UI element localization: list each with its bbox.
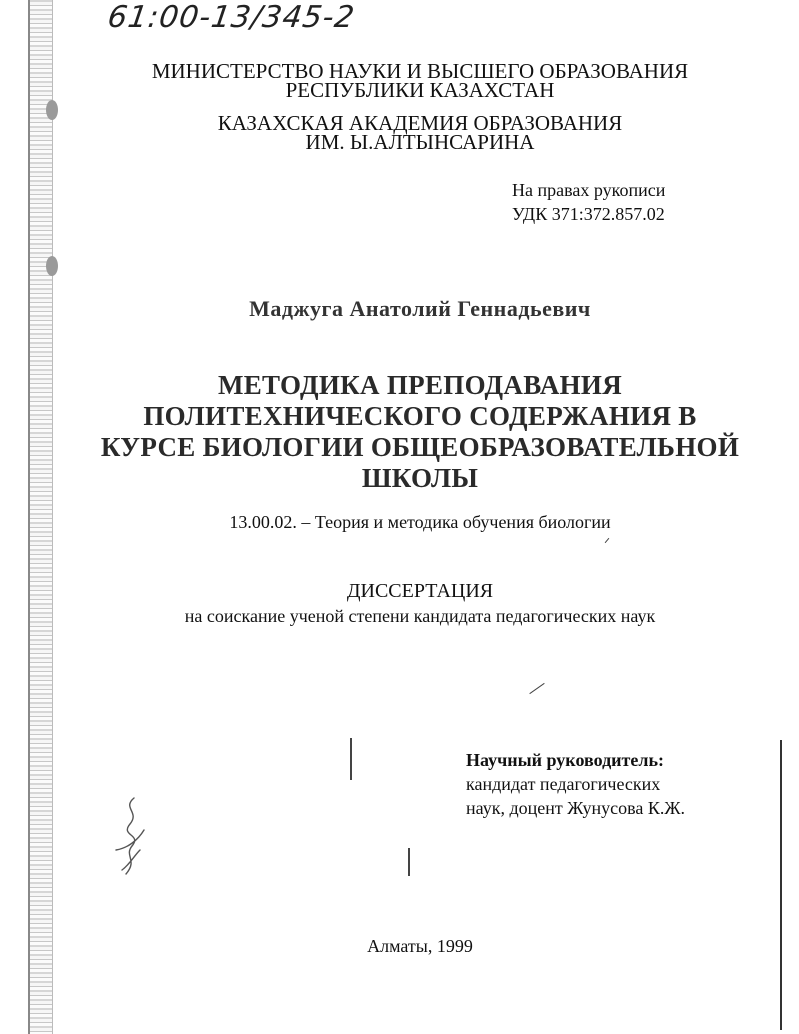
academy-header bbox=[100, 111, 740, 154]
academy-line-1: КАЗАХСКАЯ АКАДЕМИЯ ОБРАЗОВАНИЯ bbox=[217, 111, 623, 135]
specialty-code: 13.00.02. – Теория и методика обучения биологии bbox=[229, 512, 611, 532]
punch-hole bbox=[46, 256, 58, 276]
supervisor-block bbox=[466, 748, 685, 820]
author-name: Маджуга Анатолий Геннадьевич bbox=[249, 296, 591, 321]
supervisor-name: наук, доцент Жунусова К.Ж. bbox=[466, 798, 685, 818]
supervisor-title: кандидат педагогических bbox=[466, 774, 661, 794]
pen-mark bbox=[350, 738, 352, 780]
degree-statement: на соискание ученой степени кандидата педагогических наук bbox=[184, 606, 656, 626]
pen-mark bbox=[408, 848, 410, 876]
binding-strip bbox=[30, 0, 52, 1034]
archive-number: 61:00-13/345-2 bbox=[105, 0, 358, 35]
rights-note: На правах рукописи bbox=[512, 180, 666, 200]
title-line-1: МЕТОДИКА ПРЕПОДАВАНИЯ bbox=[217, 370, 623, 400]
ministry-line-2: РЕСПУБЛИКИ КАЗАХСТАН bbox=[285, 78, 555, 102]
ministry-header bbox=[100, 59, 740, 102]
pen-mark bbox=[529, 683, 544, 694]
manuscript-rights bbox=[512, 178, 665, 226]
document-type: ДИССЕРТАЦИЯ bbox=[346, 580, 494, 602]
title-line-2: ПОЛИТЕХНИЧЕСКОГО СОДЕРЖАНИЯ В bbox=[143, 401, 697, 431]
pen-mark bbox=[605, 538, 610, 543]
handwritten-signature bbox=[104, 790, 154, 890]
city-year: Алматы, 1999 bbox=[367, 936, 473, 956]
signature-stroke bbox=[116, 798, 144, 874]
supervisor-label: Научный руководитель: bbox=[466, 750, 664, 770]
dissertation-title bbox=[90, 370, 750, 494]
punch-hole bbox=[46, 100, 58, 120]
scan-edge-right bbox=[780, 740, 782, 1030]
academy-line-2: ИМ. Ы.АЛТЫНСАРИНА bbox=[305, 130, 535, 154]
title-line-3: КУРСЕ БИОЛОГИИ ОБЩЕОБРАЗОВАТЕЛЬНОЙ bbox=[100, 432, 740, 462]
scan-edge-inner bbox=[52, 0, 53, 1034]
title-line-4: ШКОЛЫ bbox=[361, 463, 479, 493]
ministry-line-1: МИНИСТЕРСТВО НАУКИ И ВЫСШЕГО ОБРАЗОВАНИЯ bbox=[151, 59, 689, 83]
udc-code: УДК 371:372.857.02 bbox=[512, 204, 665, 224]
